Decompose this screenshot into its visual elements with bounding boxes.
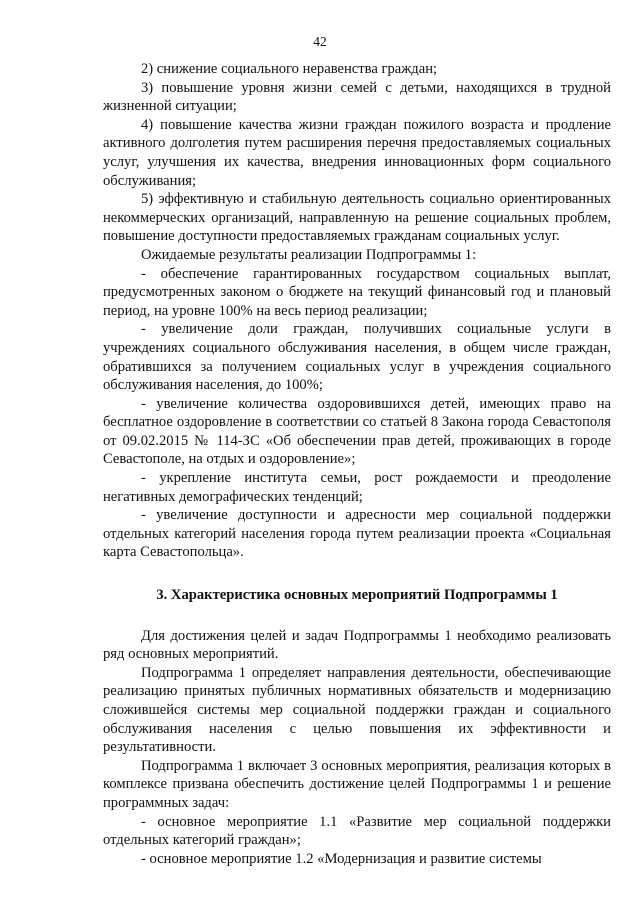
paragraph: 2) снижение социального неравенства граждан; xyxy=(141,61,438,77)
section-heading: 3. Характеристика основных мероприятий Подпрограммы 1 xyxy=(156,587,558,604)
document-body xyxy=(103,60,611,868)
paragraph: 3) повышение уровня жизни семей с детьми, находящихся в трудной жизненной ситуации; xyxy=(103,79,611,115)
list-item: - увеличение количества оздоровившихся детей, имеющих право на бесплатное оздоровление в соответствии со статьей 8 Закона города Севастополя от 09.02.2015 № 114-ЗС «Об обеспечении прав детей, проживающих в городе Севастополе, на отдых и оздоровление»; xyxy=(103,395,611,468)
paragraph: Подпрограмма 1 определяет направления деятельности, обеспечивающие реализацию принятых публичных нормативных обязательств и модернизацию сложившейся системы мер социальной поддержки граждан и социального обслуживания населения с целью повышения их эффективности и результативности. xyxy=(103,664,611,756)
page-number: 42 xyxy=(313,34,327,49)
list-item: - обеспечение гарантированных государством социальных выплат, предусмотренных законом о бюджете на текущий финансовый год и плановый период, на уровне 100% на весь период реализации; xyxy=(103,265,611,319)
paragraph: Для достижения целей и задач Подпрограммы 1 необходимо реализовать ряд основных мероприятий. xyxy=(103,627,611,663)
list-item: - основное мероприятие 1.1 «Развитие мер социальной поддержки отдельных категорий граждан»; xyxy=(103,813,611,849)
list-item: - увеличение доли граждан, получивших социальные услуги в учреждениях социального обслуживания населения, в общем числе граждан, обратившихся за получением социальных услуг в учреждения социального обслуживания населения, до 100%; xyxy=(103,321,611,394)
paragraph: 4) повышение качества жизни граждан пожилого возраста и продление активного долголетия путем расширения перечня предоставляемых социальных услуг, улучшения их качества, внедрения инновационных форм социального обслуживания; xyxy=(103,116,611,189)
list-item: - основное мероприятие 1.2 «Модернизация и развитие системы xyxy=(141,850,542,867)
list-item: - увеличение доступности и адресности мер социальной поддержки отдельных категорий населения города путем реализации проекта «Социальная карта Севастопольца». xyxy=(103,507,611,561)
paragraph: Подпрограмма 1 включает 3 основных мероприятия, реализация которых в комплексе призвана обеспечить достижение целей Подпрограммы 1 и решение программных задач: xyxy=(103,757,611,811)
paragraph: Ожидаемые результаты реализации Подпрограммы 1: xyxy=(141,246,477,263)
list-item: - укрепление института семьи, рост рождаемости и преодоление негативных демографических тенденций; xyxy=(103,470,611,505)
paragraph: 5) эффективную и стабильную деятельность социально ориентированных некоммерческих организаций, направленную на решение социальных проблем, повышение доступности предоставляемых гражданам социальных услуг. xyxy=(103,191,611,245)
